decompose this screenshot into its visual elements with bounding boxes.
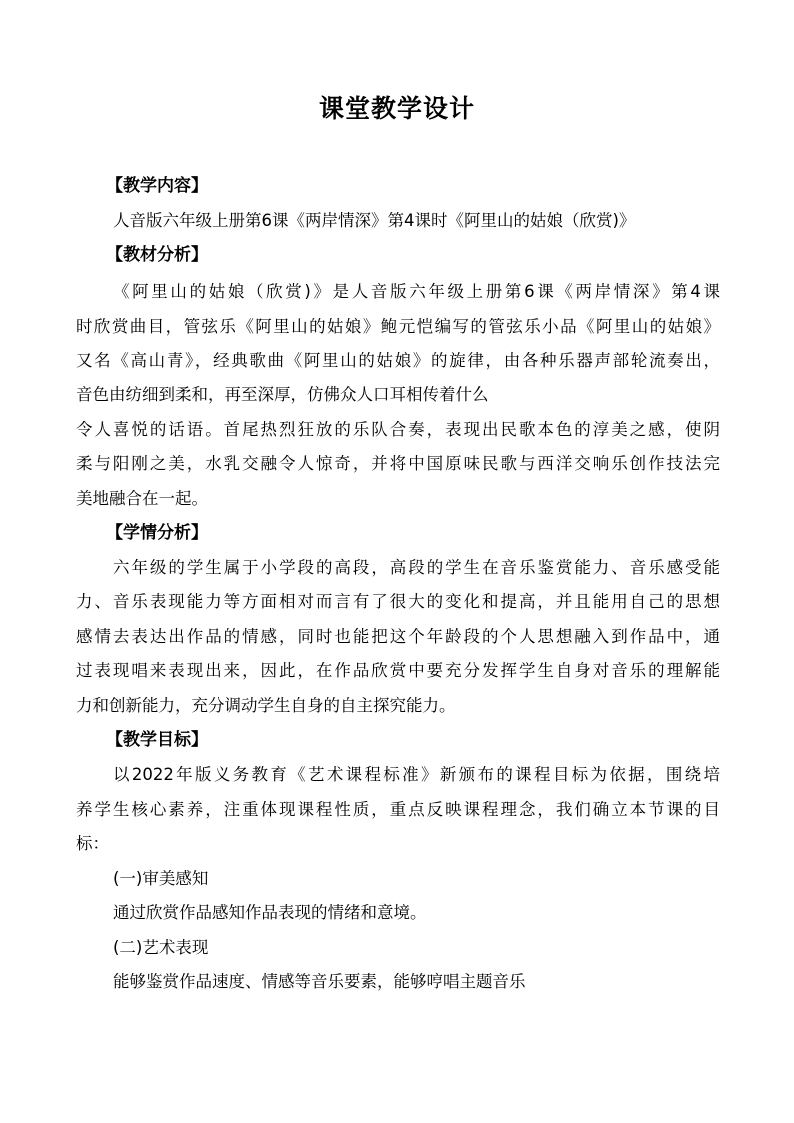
- students-line: 力、音乐表现能力等方面相对而言有了很大的变化和提高，并且能用自己的思想: [76, 592, 720, 611]
- students-line: 过表现唱来表现出来，因此，在作品欣赏中要充分发挥学生自身对音乐的理解能: [76, 661, 720, 680]
- goals-line: 养学生核心素养，注重体现课程性质，重点反映课程理念，我们确立本节课的目: [76, 800, 720, 819]
- page-title: 课堂教学设计: [318, 94, 475, 123]
- analysis-line: 音色由纺细到柔和，再至深厚，仿佛众人口耳相传着什么: [76, 385, 489, 404]
- section-heading-analysis: 【教材分析】: [106, 245, 208, 265]
- analysis-line: 《阿里山的姑娘（欣赏)》是人音版六年级上册第6课《两岸情深》第4课: [113, 282, 720, 301]
- goals-line: 标：: [76, 834, 109, 853]
- analysis-line: 时欣赏曲目，管弦乐《阿里山的姑娘》鲍元恺编写的管弦乐小品《阿里山的姑娘》: [76, 317, 720, 336]
- goal-item-label: (二)艺术表现: [113, 938, 209, 957]
- analysis-line: 美地融合在一起。: [76, 489, 208, 508]
- analysis-line: 令人喜悦的话语。首尾热烈狂放的乐队合奏，表现出民歌本色的淳美之感，使阴: [76, 420, 720, 439]
- goal-item-text: 通过欣赏作品感知作品表现的情绪和意境。: [113, 903, 427, 922]
- analysis-line: 又名《高山青》，经典歌曲《阿里山的姑娘》的旋律，由各种乐器声部轮流奏出，: [76, 351, 720, 370]
- section-heading-students: 【学情分析】: [106, 523, 208, 543]
- section-heading-content: 【教学内容】: [106, 176, 208, 196]
- section-heading-goals: 【教学目标】: [106, 730, 208, 750]
- students-line: 感情去表达出作品的情感，同时也能把这个年龄段的个人思想融入到作品中，通: [76, 627, 720, 646]
- goal-item-label: (一)审美感知: [113, 869, 209, 888]
- content-text: 人音版六年级上册第6课《两岸情深》第4课时《阿里山的姑娘（欣赏)》: [113, 211, 636, 230]
- students-line: 六年级的学生属于小学段的高段，高段的学生在音乐鉴赏能力、音乐感受能: [113, 558, 720, 577]
- analysis-line: 柔与阳刚之美，水乳交融令人惊奇，并将中国原味民歌与西洋交响乐创作技法完: [76, 454, 720, 473]
- goal-item-text: 能够鉴赏作品速度、情感等音乐要素，能够哼唱主题音乐: [113, 972, 526, 991]
- goals-line: 以2022年版义务教育《艺术课程标准》新颁布的课程目标为依据，围绕培: [113, 765, 720, 784]
- students-line: 力和创新能力，充分调动学生自身的自主探究能力。: [76, 696, 456, 715]
